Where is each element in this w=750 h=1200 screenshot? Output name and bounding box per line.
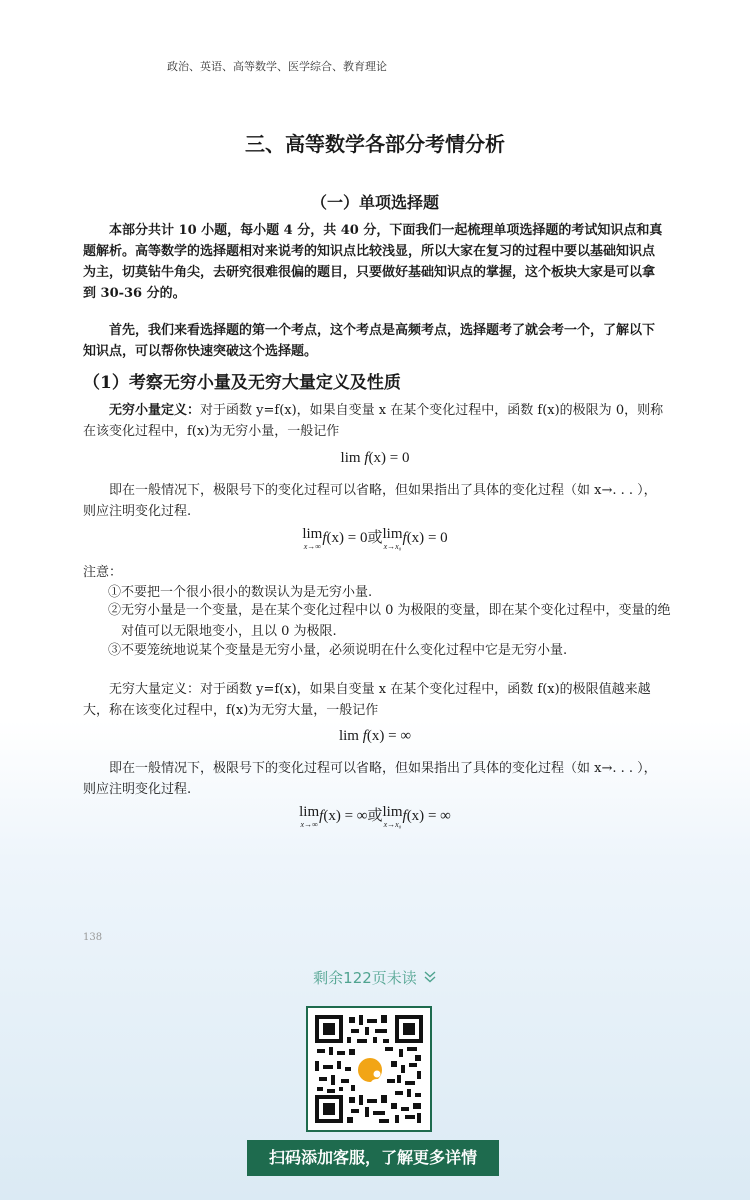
lim-symbol: lim	[302, 526, 323, 542]
omit-note-1: 即在一般情况下，极限号下的变化过程可以省略，但如果指出了具体的变化过程（如 x→. . . ），则应注明变化过程.	[83, 483, 657, 519]
first-point-paragraph: 首先，我们来看选择题的第一个考点，这个考点是高频考点，选择题考了就会考一个，了解以下知识点，可以帮你快速突破这个选择题。	[83, 323, 656, 359]
function-arg: (x)	[326, 530, 345, 546]
inf-small-term: 无穷小量定义：	[109, 403, 201, 418]
lim-subscript: x→∞	[303, 542, 321, 551]
remaining-pages-text: 剩余122页未读	[313, 969, 417, 987]
lim-with-sub-a	[302, 526, 322, 551]
lim-subscript: x→x₀	[383, 820, 402, 829]
double-chevron-down-icon	[423, 970, 437, 988]
lim-subscript: x→x₀	[383, 542, 402, 551]
formula-lim-zero-cases	[0, 526, 750, 551]
function-symbol: f	[322, 530, 327, 546]
intro-paragraph: 本部分共计 10 小题，每小题 4 分，共 40 分，下面我们一起梳理单项选择题的考试知识点和真题解析。高等数学的选择题相对来说考的知识点比较浅显，所以大家在复习的过程中要以基础知识点为主，切莫钻牛角尖，去研究很难很偏的题目，只要做好基础知识点的掌握，这个板块大家是可以拿到 30-36 分的。	[83, 223, 663, 301]
function-arg: (x)	[406, 530, 425, 546]
lim-symbol: lim	[338, 728, 359, 744]
lim-subscript: x→∞	[300, 820, 318, 829]
or-connector: 或	[367, 530, 383, 546]
lim-with-sub-b	[383, 526, 403, 551]
read-more-link[interactable]	[0, 967, 750, 988]
function-arg: (x)	[368, 450, 386, 466]
lim-symbol: lim	[382, 526, 403, 542]
formula-lim-infinity	[0, 728, 750, 745]
inf-small-text: 对于函数 y=f(x)，如果自变量 x 在某个变化过程中，函数 f(x)的极限为 0，则称在该变化过程中，f(x)为无穷小量，一般记作	[83, 403, 664, 439]
lim-symbol: lim	[340, 450, 361, 466]
omit-note-2: 即在一般情况下，极限号下的变化过程可以省略，但如果指出了具体的变化过程（如 x→. . . ），则应注明变化过程.	[83, 761, 657, 797]
function-arg: (x)	[366, 728, 385, 744]
qr-code[interactable]	[306, 1006, 432, 1132]
note-item-3: ③不要笼统地说某个变量是无穷小量，必须说明在什么变化过程中它是无穷小量.	[108, 643, 568, 658]
header-subjects: 政治、英语、高等数学、医学综合、教育理论	[167, 60, 387, 73]
formula-rhs: = ∞	[427, 808, 451, 824]
function-arg: (x)	[406, 808, 425, 824]
function-arg: (x)	[323, 808, 341, 824]
function-symbol: f	[402, 530, 407, 546]
lim-with-sub-a	[299, 804, 319, 829]
formula-lim-zero	[0, 450, 750, 467]
section-title: 三、高等数学各部分考情分析	[245, 132, 505, 156]
formula-rhs: = ∞	[344, 808, 368, 824]
formula-rhs: = 0	[389, 450, 410, 466]
note-label: 注意：	[83, 565, 123, 580]
lim-symbol: lim	[299, 804, 320, 820]
function-symbol: f	[319, 808, 324, 824]
inf-large-definition: 无穷大量定义：对于函数 y=f(x)，如果自变量 x 在某个变化过程中，函数 f(x)的极限值越来越大，称在该变化过程中，f(x)为无穷大量，一般记作	[83, 682, 651, 718]
formula-lim-infinity-cases	[0, 804, 750, 829]
note-item-1: ①不要把一个很小很小的数误认为是无穷小量.	[108, 585, 373, 600]
lim-with-sub-b	[383, 804, 403, 829]
note-item-2: ②无穷小量是一个变量，是在某个变化过程中以 0 为极限的变量，即在某个变化过程中，变量的绝对值可以无限地变小，且以 0 为极限.	[108, 603, 671, 639]
function-symbol: f	[364, 450, 369, 466]
inf-small-definition	[83, 400, 667, 442]
subsection-title: （一）单项选择题	[310, 193, 439, 212]
contact-service-button[interactable]: 扫码添加客服，了解更多详情	[247, 1140, 499, 1176]
topic-heading: （1）考察无穷小量及无穷大量定义及性质	[83, 373, 401, 393]
avatar-icon	[356, 1056, 384, 1084]
formula-rhs: = 0	[347, 530, 368, 546]
function-symbol: f	[362, 728, 367, 744]
formula-rhs: = ∞	[388, 728, 412, 744]
page-number: 138	[83, 932, 103, 943]
lim-symbol: lim	[382, 804, 403, 820]
or-connector: 或	[367, 808, 383, 824]
formula-rhs: = 0	[427, 530, 448, 546]
function-symbol: f	[402, 808, 407, 824]
